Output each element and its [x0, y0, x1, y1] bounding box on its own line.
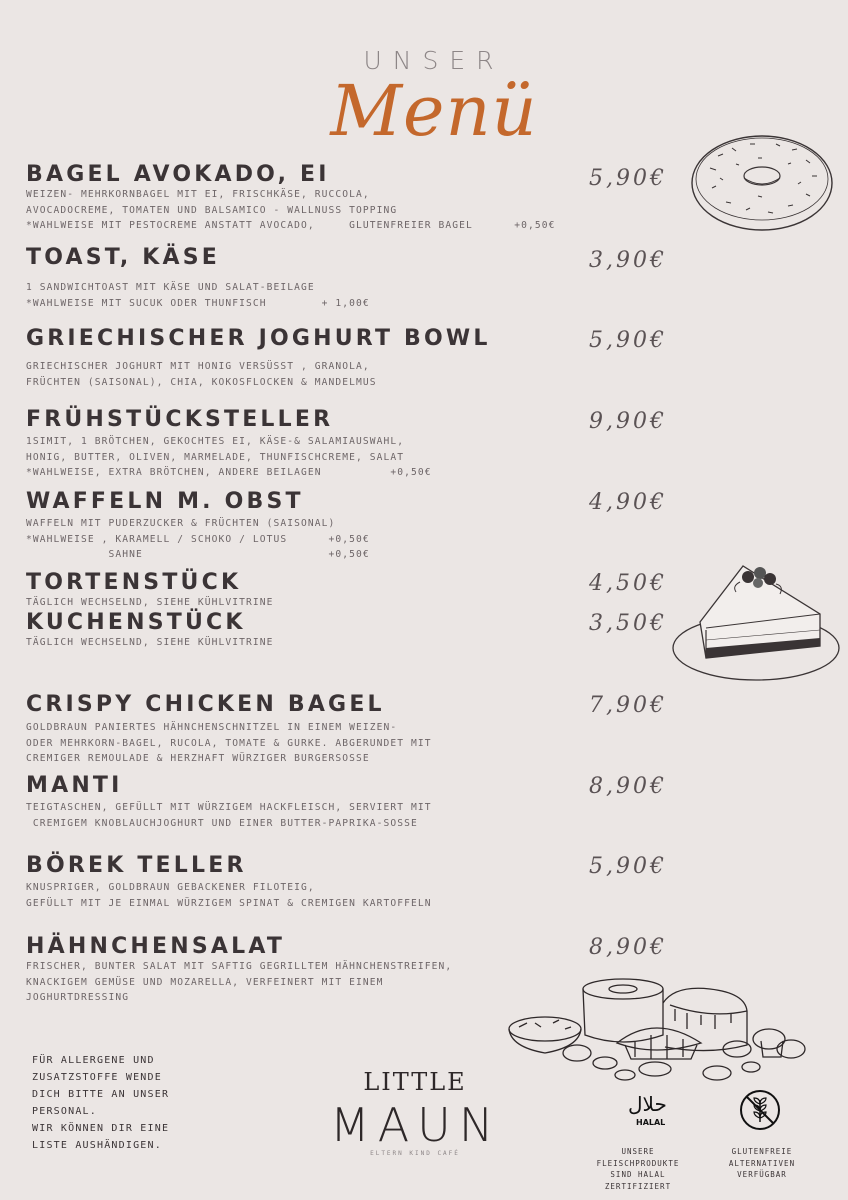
item-desc: TÄGLICH WECHSELND, SIEHE KÜHLVITRINE [26, 597, 274, 608]
gluten-free-icon [738, 1088, 782, 1132]
item-desc: FRISCHER, BUNTER SALAT MIT SAFTIG GEGRILLTEM HÄHNCHENSTREIFEN, KNACKIGEM GEMÜSE UND MOZARELLA, VERFEINERT MIT EINEM JOGHURTDRESSING [26, 961, 453, 1003]
allergen-note: FÜR ALLERGENE UND ZUSATZSTOFFE WENDE DICH BITTE AN UNSER PERSONAL. WIR KÖNNEN DIR EINE LISTE AUSHÄNDIGEN. [32, 1055, 170, 1151]
pastries-illustration [505, 975, 810, 1090]
item-price: 8,90€ [589, 935, 667, 960]
item-name: BAGEL AVOKADO, EI [26, 162, 330, 187]
menu-item [26, 408, 666, 481]
item-desc: TEIGTASCHEN, GEFÜLLT MIT WÜRZIGEM HACKFLEISCH, SERVIERT MIT CREMIGEM KNOBLAUCHJOGHURT UND EINER BUTTER-PAPRIKA-SOSSE [26, 802, 432, 829]
item-name: KUCHENSTÜCK [26, 610, 246, 635]
menu-item [26, 327, 666, 390]
menu-item [26, 693, 666, 767]
item-name: CRISPY CHICKEN BAGEL [26, 692, 385, 717]
item-price: 5,90€ [589, 328, 667, 353]
menu-item [26, 163, 666, 234]
item-name: HÄHNCHENSALAT [26, 934, 286, 959]
item-name: MANTI [26, 773, 123, 798]
item-name: TORTENSTÜCK [26, 570, 242, 595]
halal-label: HALAL [636, 1118, 666, 1127]
item-name: FRÜHSTÜCKSTELLER [26, 407, 334, 432]
logo [330, 1068, 500, 1157]
item-desc: 1SIMIT, 1 BRÖTCHEN, GEKOCHTES EI, KÄSE-& SALAMIAUSWAHL, HONIG, BUTTER, OLIVEN, MARMELADE, THUNFISCHCREME, SALAT *WAHLWEISE, EXTRA BRÖTCHEN, ANDERE BEILAGEN +0,50€ [26, 436, 432, 478]
cake-slice-illustration [670, 560, 845, 686]
item-desc: WAFFELN MIT PUDERZUCKER & FRÜCHTEN (SAISONAL) *WAHLWEISE , KARAMELL / SCHOKO / LOTUS +0,50€ SAHNE +0,50€ [26, 518, 370, 560]
halal-icon: حلال [628, 1092, 667, 1116]
item-price: 7,90€ [589, 693, 667, 718]
item-price: 5,90€ [589, 854, 667, 879]
item-price: 4,50€ [589, 571, 667, 596]
item-price: 9,90€ [589, 409, 667, 434]
item-price: 3,90€ [589, 248, 667, 273]
logo-little: LITTLE [363, 1068, 467, 1096]
item-name: GRIECHISCHER JOGHURT BOWL [26, 326, 491, 351]
item-price: 8,90€ [589, 774, 667, 799]
halal-caption: UNSERE FLEISCHPRODUKTE SIND HALAL ZERTIFIZIERT [596, 1147, 680, 1191]
item-desc: GOLDBRAUN PANIERTES HÄHNCHENSCHNITZEL IN EINEM WEIZEN- ODER MEHRKORN-BAGEL, RUCOLA, TOMATE & GURKE. ABGERUNDET MIT CREMIGER REMOULADE & HERZHAFT WÜRZIGER BURGERSOSSE [26, 722, 432, 764]
gluten-free-caption: GLUTENFREIE ALTERNATIVEN VERFÜGBAR [728, 1147, 796, 1179]
menu-item [26, 490, 666, 563]
item-price: 4,90€ [589, 490, 667, 515]
logo-maun: MAUN [330, 1098, 502, 1152]
item-desc: WEIZEN- MEHRKORNBAGEL MIT EI, FRISCHKÄSE, RUCCOLA, AVOCADOCREME, TOMATEN UND BALSAMICO - WALLNUSS TOPPING *WAHLWEISE MIT PESTOCREME ANSTATT AVOCADO, GLUTENFREIER BAGEL +0,50€ [26, 189, 556, 231]
item-desc: 1 SANDWICHTOAST MIT KÄSE UND SALAT-BEILAGE *WAHLWEISE MIT SUCUK ODER THUNFISCH + 1,00€ [26, 282, 370, 309]
menu-item [26, 854, 666, 911]
item-name: WAFFELN M. OBST [26, 489, 304, 514]
menu-item [26, 611, 666, 651]
menu-item [26, 571, 666, 611]
item-desc: TÄGLICH WECHSELND, SIEHE KÜHLVITRINE [26, 637, 274, 648]
item-desc: GRIECHISCHER JOGHURT MIT HONIG VERSÜSST , GRANOLA, FRÜCHTEN (SAISONAL), CHIA, KOKOSFLOCKEN & MANDELMUS [26, 361, 377, 388]
logo-tagline: ELTERN KIND CAFÉ [370, 1150, 460, 1157]
bagel-illustration [688, 128, 836, 234]
header-menue: Menü [330, 70, 538, 152]
item-name: TOAST, KÄSE [26, 245, 221, 270]
item-price: 5,90€ [589, 166, 667, 191]
item-name: BÖREK TELLER [26, 853, 247, 878]
item-desc: KNUSPRIGER, GOLDBRAUN GEBACKENER FILOTEIG, GEFÜLLT MIT JE EINMAL WÜRZIGEM SPINAT & CREMIGEN KARTOFFELN [26, 882, 432, 909]
menu-item [26, 246, 666, 311]
menu-item [26, 774, 666, 831]
header-unser: UNSER [363, 46, 505, 75]
item-price: 3,50€ [589, 611, 667, 636]
